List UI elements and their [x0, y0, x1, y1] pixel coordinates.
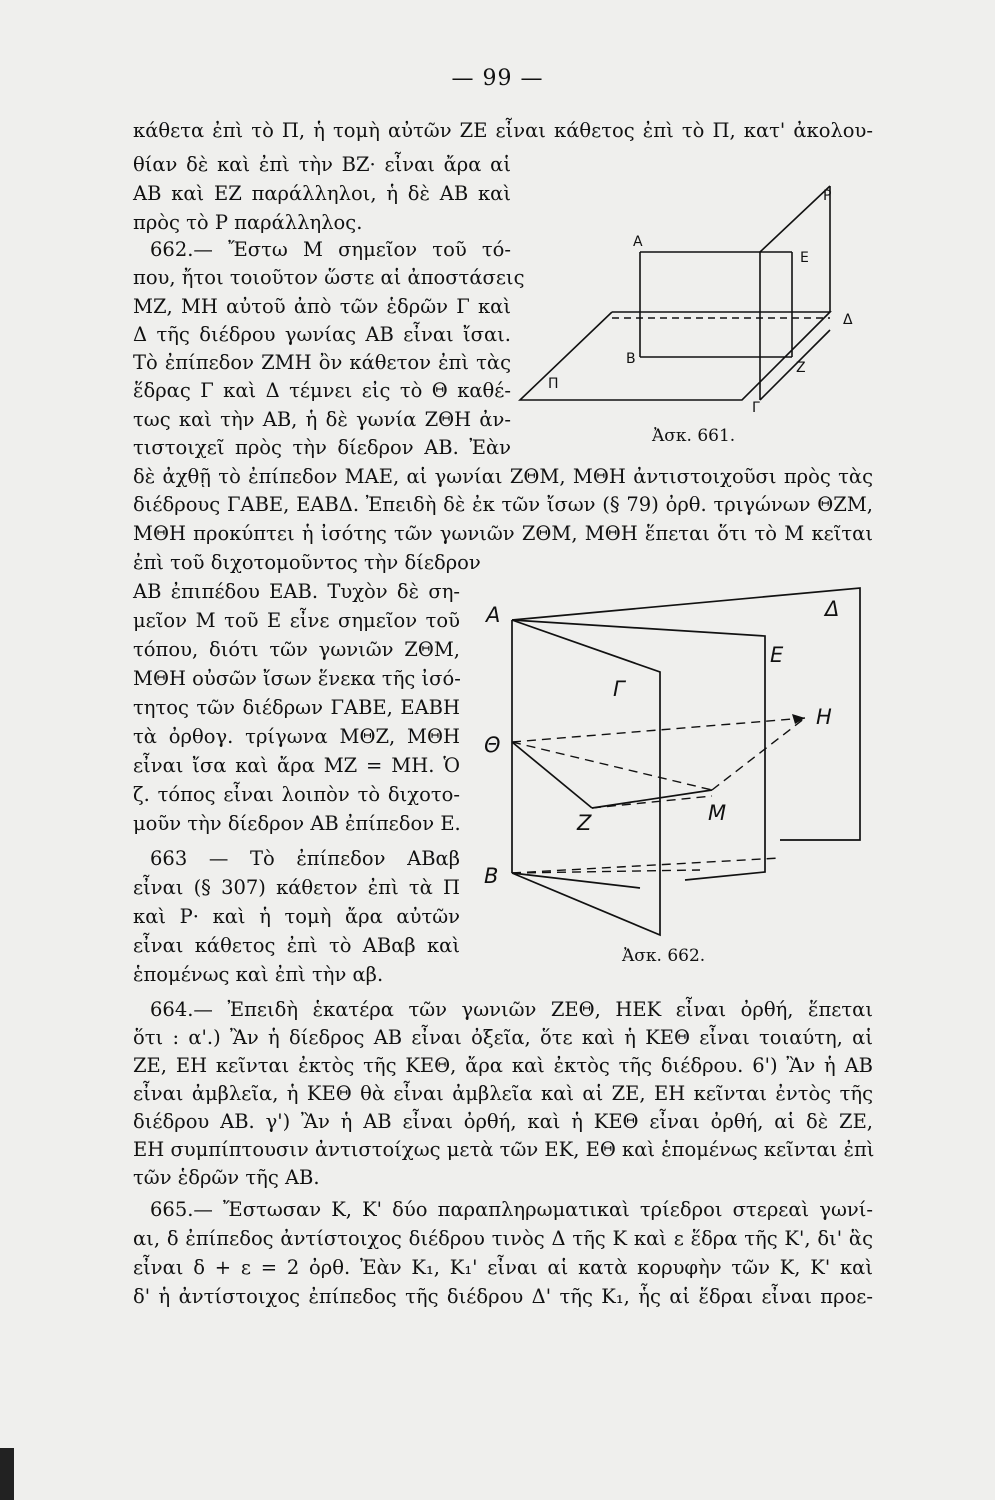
label-P: P — [823, 188, 832, 204]
label-A: A — [633, 234, 643, 250]
text-line: διέδρου ΑΒ. γ') Ἂν ἡ ΑΒ εἶναι ὀρθή, καὶ ἡ ΚΕΘ εἶναι ὀρθή, αἱ δὲ ΖΕ, — [133, 1110, 873, 1133]
text-line: αι, δ ἐπίπεδος ἀντίστοιχος διέδρου τινὸς Δ τῆς Κ καὶ ε ἕδρα τῆς Κ', δι' ἃς — [133, 1227, 873, 1250]
label-Th: Θ — [484, 733, 501, 757]
label-H: H — [816, 705, 832, 729]
label-E: E — [770, 643, 784, 667]
page-number: — 99 — — [451, 66, 544, 91]
text-line: 663 — Τὸ ἐπίπεδον ΑΒαβ — [150, 847, 460, 870]
label-G: Γ — [752, 400, 760, 416]
plane-e — [512, 620, 765, 880]
text-line: 662.— Ἔστω Μ σημεῖον τοῦ τό- — [150, 238, 511, 261]
text-line: ΕΗ συμπίπτουσιν ἀντιστοίχως μετὰ τῶν ΕΚ, ΕΘ καὶ ἑπομένως κεῖνται ἐπὶ — [133, 1138, 875, 1161]
label-Z: Z — [577, 811, 592, 835]
text-line: τιστοιχεῖ πρὸς τὴν δίεδρον ΑΒ. Ἐὰν — [133, 436, 511, 459]
text-line: διέδρους ΓΑΒΕ, ΕΑΒΔ. Ἐπειδὴ δὲ ἐκ τῶν ἴσων (§ 79) ὀρθ. τριγώνων ΘΖΜ, — [133, 493, 873, 516]
label-Z: Z — [796, 360, 806, 376]
text-line: Δ τῆς διέδρου γωνίας ΑΒ εἶναι ἴσαι. — [133, 323, 511, 346]
text-line: ΑΒ ἐπιπέδου ΕΑΒ. Τυχὸν δὲ ση- — [133, 580, 460, 603]
text-line: θίαν δὲ καὶ ἐπὶ τὴν ΒΖ· εἶναι ἄρα αἱ — [133, 153, 511, 176]
text-line: εἶναι δ + ε = 2 ὀρθ. Ἐὰν Κ₁, Κ₁' εἶναι αἱ κατὰ κορυφὴν τῶν Κ, Κ' καὶ — [133, 1256, 873, 1279]
text-line: ὅτι : α'.) Ἂν ἡ δίεδρος ΑΒ εἶναι ὀξεῖα, ὅτε καὶ ἡ ΚΕΘ εἶναι τοιαύτη, αἱ — [133, 1026, 873, 1049]
text-line: τως καὶ τὴν ΑΒ, ἡ δὲ γωνία ΖΘΗ ἀν- — [133, 408, 511, 431]
text-line: ΜΖ, ΜΗ αὐτοῦ ἀπὸ τῶν ἑδρῶν Γ καὶ — [133, 295, 511, 318]
text-line: εἶναι κάθετος ἐπὶ τὸ ΑΒαβ καὶ — [133, 934, 460, 957]
label-G: Γ — [613, 677, 625, 701]
text-line: εἶναι ἴσα καὶ ἄρα ΜΖ = ΜΗ. Ὁ — [133, 754, 460, 777]
text-line: ΖΕ, ΕΗ κεῖνται ἐκτὸς τῆς ΚΕΘ, ἄρα καὶ ἐκτὸς τῆς διέδρου. 6') Ἂν ἡ ΑΒ — [133, 1054, 873, 1077]
text-line: τὰ ὀρθογ. τρίγωνα ΜΘΖ, ΜΘΗ — [133, 725, 460, 748]
text-line: ἕδρας Γ καὶ Δ τέμνει εἰς τὸ Θ καθέ- — [133, 379, 511, 402]
figure-662-caption: Ἀσκ. 662. — [622, 946, 706, 966]
text-line: δ' ἡ ἀντίστοιχος ἐπίπεδος τῆς διέδρου Δ' τῆς Κ₁, ἧς αἱ ἕδραι εἶναι προε- — [133, 1285, 873, 1308]
text-line: ζ. τόπος εἶναι λοιπὸν τὸ διχοτο- — [133, 783, 460, 806]
text-line: που, ἤτοι τοιοῦτον ὥστε αἱ ἀποστάσεις — [133, 266, 525, 289]
text-line: κάθετα ἐπὶ τὸ Π, ἡ τομὴ αὐτῶν ΖΕ εἶναι κάθετος ἐπὶ τὸ Π, κατ' ἀκολου- — [133, 119, 873, 142]
label-A: A — [486, 603, 501, 627]
text-line: μεῖον Μ τοῦ Ε εἶνε σημεῖον τοῦ — [133, 609, 460, 632]
text-line: ΑΒ καὶ ΕΖ παράλληλοι, ἡ δὲ ΑΒ καὶ — [133, 182, 511, 205]
text-line: δὲ ἀχθῇ τὸ ἐπίπεδον ΜΑΕ, αἱ γωνίαι ΖΘΜ, ΜΘΗ ἀντιστοιχοῦσι πρὸς τὰς — [133, 465, 873, 488]
text-line: μοῦν τὴν δίεδρον ΑΒ ἐπίπεδον Ε. — [133, 812, 461, 835]
label-M: M — [708, 801, 727, 825]
text-line: ΜΘΗ οὐσῶν ἴσων ἕνεκα τῆς ἰσό- — [133, 667, 461, 690]
label-E: E — [800, 250, 809, 266]
label-B: B — [484, 864, 499, 888]
text-line: Τὸ ἐπίπεδον ΖΜΗ ὂν κάθετον ἐπὶ τὰς — [133, 351, 511, 374]
text-line: τῶν ἑδρῶν τῆς ΑΒ. — [133, 1166, 320, 1189]
label-Pi: Π — [548, 376, 559, 392]
page-edge-shadow — [0, 1448, 14, 1500]
text-line: ΜΘΗ προκύπτει ἡ ἰσότης τῶν γωνιῶν ΖΘΜ, ΜΘΗ ἕπεται ὅτι τὸ Μ κεῖται — [133, 522, 873, 545]
text-line: 664.— Ἐπειδὴ ἑκατέρα τῶν γωνιῶν ΖΕΘ, ΗΕΚ εἶναι ὀρθή, ἕπεται — [150, 998, 873, 1021]
label-B: B — [626, 351, 636, 367]
text-line: ἑπομένως καὶ ἐπὶ τὴν αβ. — [133, 963, 384, 986]
text-line: εἶναι (§ 307) κάθετον ἐπὶ τὰ Π — [133, 876, 460, 899]
text-line: 665.— Ἔστωσαν Κ, Κ' δύο παραπληρωματικαὶ τρίεδροι στερεαὶ γωνί- — [150, 1198, 873, 1221]
text-line: πρὸς τὸ Ρ παράλληλος. — [133, 211, 363, 234]
text-line: καὶ Ρ· καὶ ἡ τομὴ ἄρα αὐτῶν — [133, 905, 460, 928]
text-line: εἶναι ἀμβλεῖα, ἡ ΚΕΘ θὰ εἶναι ἀμβλεῖα καὶ αἱ ΖΕ, ΕΗ κεῖνται ἐντὸς τῆς — [133, 1082, 873, 1105]
text-line: τόπου, διότι τῶν γωνιῶν ΖΘΜ, — [133, 638, 460, 661]
figure-661-caption: Ἀσκ. 661. — [652, 426, 736, 446]
label-D: Δ — [843, 312, 853, 328]
text-line: τητος τῶν διέδρων ΓΑΒΕ, ΕΑΒΗ — [133, 696, 460, 719]
text-line: ἐπὶ τοῦ διχοτομοῦντος τὴν δίεδρον — [133, 551, 481, 574]
label-D: Δ — [825, 597, 840, 621]
plane-delta — [512, 588, 860, 840]
